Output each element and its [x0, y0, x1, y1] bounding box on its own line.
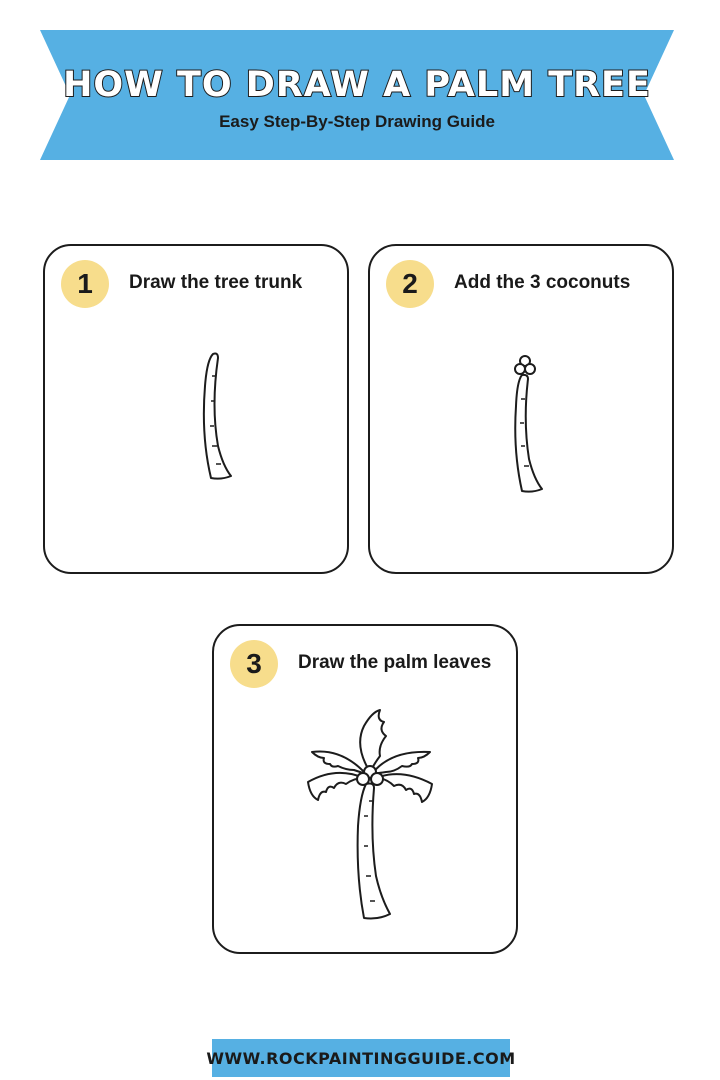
step-label: Draw the palm leaves — [298, 652, 492, 673]
footer-website-link[interactable]: WWW.ROCKPAINTINGGUIDE.COM — [212, 1039, 510, 1077]
step-label: Add the 3 coconuts — [454, 272, 631, 293]
palm-trunk-drawing — [185, 346, 245, 486]
step-number-badge: 2 — [386, 260, 434, 308]
palm-trunk-coconuts-drawing — [495, 351, 555, 501]
header-banner — [40, 30, 674, 160]
step-card-1 — [43, 244, 349, 574]
step-number-badge: 3 — [230, 640, 278, 688]
palm-tree-drawing — [302, 706, 437, 926]
page-subtitle: Easy Step-By-Step Drawing Guide — [219, 112, 495, 131]
page-title: HOW TO DRAW A PALM TREE — [63, 65, 651, 105]
step-card-3 — [212, 624, 518, 954]
step-card-2 — [368, 244, 674, 574]
step-number-badge: 1 — [61, 260, 109, 308]
step-label: Draw the tree trunk — [129, 272, 303, 293]
